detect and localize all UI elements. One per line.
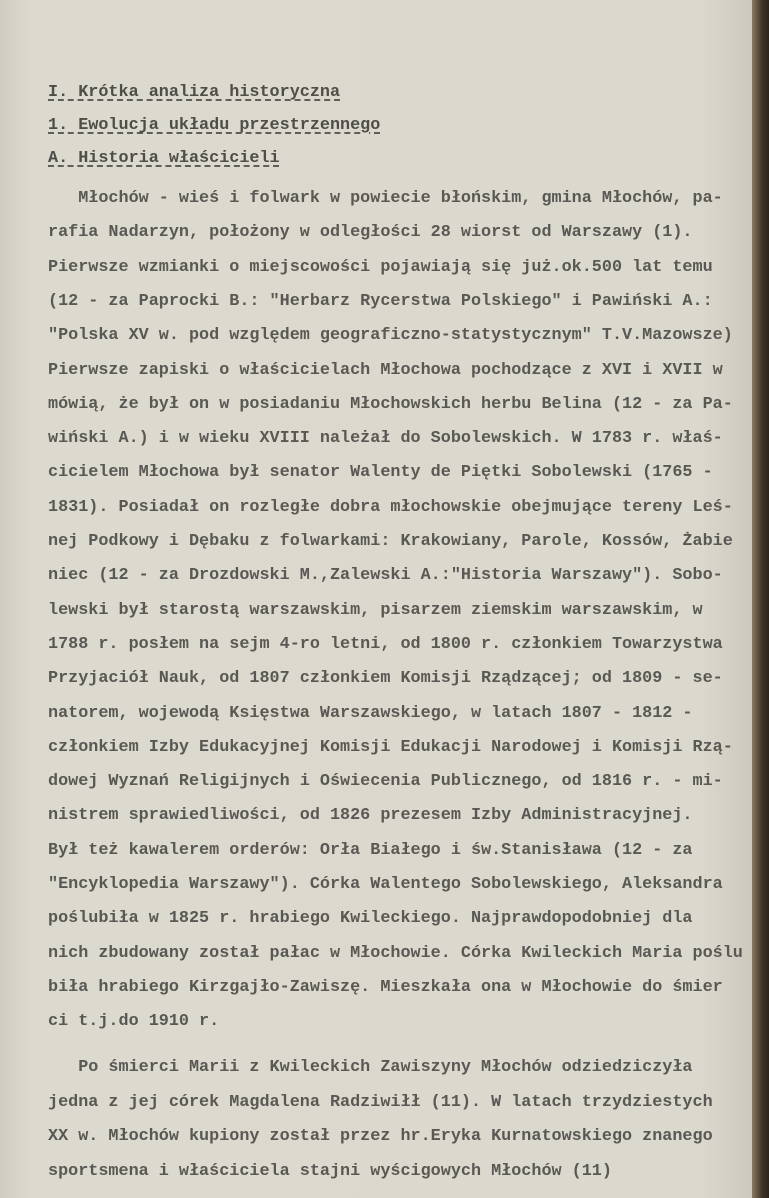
- text-line: sportsmena i właściciela stajni wyścigowych Młochów (11): [48, 1161, 612, 1181]
- text-line: 1831). Posiadał on rozległe dobra młochowskie obejmujące tereny Leś-: [48, 497, 733, 517]
- text-line: Po śmierci Marii z Kwileckich Zawiszyny Młochów odziedziczyła: [48, 1058, 693, 1077]
- text-line: 1788 r. posłem na sejm 4-ro letni, od 1800 r. członkiem Towarzystwa: [48, 634, 723, 654]
- text-line: Pierwsze zapiski o właścicielach Młochowa pochodzące z XVI i XVII w: [48, 360, 723, 380]
- text-line: "Encyklopedia Warszawy"). Córka Walentego Sobolewskiego, Aleksandra: [48, 875, 723, 894]
- text-line: poślubiła w 1825 r. hrabiego Kwileckiego. Najprawdopodobniej dla: [48, 909, 693, 929]
- text-line: jedna z jej córek Magdalena Radziwiłł (11). W latach trzydziestych: [48, 1092, 713, 1112]
- text-line: biła hrabiego Kirzgajło-Zawiszę. Mieszkała ona w Młochowie do śmier: [48, 977, 723, 997]
- text-line: ci t.j.do 1910 r.: [48, 1012, 220, 1032]
- text-line: mówią, że był on w posiadaniu Młochowskich herbu Belina (12 - za Pa-: [48, 394, 733, 414]
- text-line: nich zbudowany został pałac w Młochowie. Córka Kwileckich Maria poślu: [48, 943, 743, 963]
- text-line: niec (12 - za Drozdowski M.,Zalewski A.:"Historia Warszawy"). Sobo-: [48, 566, 723, 586]
- text-line: członkiem Izby Edukacyjnej Komisji Edukacji Narodowej i Komisji Rzą-: [48, 737, 733, 757]
- text-line: Pierwsze wzmianki o miejscowości pojawiają się już.ok.500 lat temu: [48, 257, 713, 277]
- section-heading: I. Krótka analiza historyczna: [48, 83, 341, 102]
- text-line: lewski był starostą warszawskim, pisarzem ziemskim warszawskim, w: [48, 600, 703, 620]
- section-heading: 1. Ewolucja układu przestrzennego: [48, 116, 381, 135]
- text-line: wiński A.) i w wieku XVIII należał do Sobolewskich. W 1783 r. właś-: [48, 429, 723, 449]
- text-line: Młochów - wieś i folwark w powiecie błońskim, gmina Młochów, pa-: [48, 189, 723, 208]
- page-edge: [752, 0, 769, 1198]
- text-line: cicielem Młochowa był senator Walenty de Piętki Sobolewski (1765 -: [48, 463, 713, 483]
- text-line: rafia Nadarzyn, położony w odległości 28 wiorst od Warszawy (1).: [48, 223, 693, 243]
- text-line: XX w. Młochów kupiony został przez hr.Eryka Kurnatowskiego znanego: [48, 1127, 713, 1146]
- text-line: nistrem sprawiedliwości, od 1826 prezesem Izby Administracyjnej.: [48, 806, 693, 826]
- section-heading: A. Historia właścicieli: [48, 149, 280, 168]
- text-line: natorem, wojewodą Księstwa Warszawskiego, w latach 1807 - 1812 -: [48, 703, 693, 723]
- text-line: (12 - za Paprocki B.: "Herbarz Rycerstwa Polskiego" i Pawiński A.:: [48, 291, 713, 311]
- text-line: "Polska XV w. pod względem geograficzno-statystycznym" T.V.Mazowsze): [48, 326, 733, 346]
- text-line: nej Podkowy i Dębaku z folwarkami: Krakowiany, Parole, Kossów, Żabie: [48, 532, 733, 551]
- text-line: dowej Wyznań Religijnych i Oświecenia Publicznego, od 1816 r. - mi-: [48, 772, 723, 792]
- text-line: Był też kawalerem orderów: Orła Białego i św.Stanisława (12 - za: [48, 840, 693, 860]
- text-line: Przyjaciół Nauk, od 1807 członkiem Komisji Rządzącej; od 1809 - se-: [48, 669, 723, 689]
